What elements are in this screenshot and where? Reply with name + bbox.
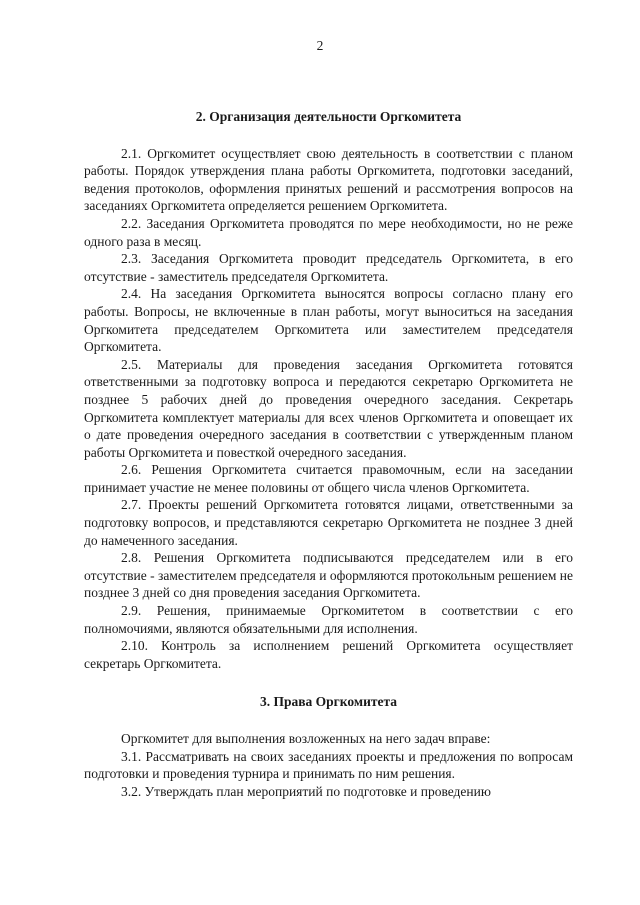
paragraph-3-intro: Оргкомитет для выполнения возложенных на него задач вправе: — [121, 731, 491, 746]
paragraph-2-7: 2.7. Проекты решений Оргкомитета готовятся лицами, ответственными за подготовку вопросов, и представляются секретарю Оргкомитета не позднее 3 дней до намеченного заседания. — [84, 497, 573, 548]
paragraph-3-2: 3.2. Утверждать план мероприятий по подготовке и проведению — [121, 783, 491, 799]
section-2-heading: 2. Организация деятельности Оргкомитета — [195, 109, 462, 124]
paragraph-3-1: 3.1. Рассматривать на своих заседаниях проекты и предложения по вопросам подготовки и проведения турнира и принимать по ним решения. — [84, 748, 573, 782]
paragraph-2-6: 2.6. Решения Оргкомитета считается правомочным, если на заседании принимает участие не менее половины от общего числа членов Оргкомитета. — [84, 462, 573, 495]
page-number: 2 — [316, 38, 324, 53]
paragraph-2-3: 2.3. Заседания Оргкомитета проводит председатель Оргкомитета, в его отсутствие - заместитель председателя Оргкомитета. — [84, 251, 573, 284]
paragraph-2-1: 2.1. Оргкомитет осуществляет свою деятельность в соответствии с планом работы. Порядок утверждения плана работы Оргкомитета, подготовки заседаний, ведения протоколов, оформления принятых решений и рассмотрения вопросов на заседаниях Оргкомитета определяется решением Оргкомитета. — [84, 145, 573, 214]
paragraph-2-4: 2.4. На заседания Оргкомитета выносятся вопросы согласно плану его работы. Вопросы, не включенные в план работы, могут выноситься на заседания Оргкомитета председателем Оргкомитета или заместителем председателя Оргкомитета. — [84, 286, 573, 355]
paragraph-2-9: 2.9. Решения, принимаемые Оргкомитетом в соответствии с его полномочиями, являются обязательными для исполнения. — [84, 603, 573, 636]
paragraph-2-8: 2.8. Решения Оргкомитета подписываются председателем или в его отсутствие - заместителем председателя и оформляются протокольным решением не позднее 3 дней со дня проведения заседания Оргкомитета. — [84, 550, 573, 601]
paragraph-2-10: 2.10. Контроль за исполнением решений Оргкомитета осуществляет секретарь Оргкомитета. — [84, 638, 573, 671]
paragraph-2-5: 2.5. Материалы для проведения заседания Оргкомитета готовятся ответственными за подготовку вопроса и передаются секретарю Оргкомитета не позднее 5 рабочих дней до проведения очередного заседания. Секретарь Оргкомитета комплектует материалы для всех членов Оргкомитета и оповещает их о дате проведения очередного заседания в соответствии с утвержденным планом работы Оргкомитета и повесткой очередного заседания. — [84, 356, 573, 460]
paragraph-2-2: 2.2. Заседания Оргкомитета проводятся по мере необходимости, но не реже одного раза в месяц. — [84, 215, 573, 249]
document-body — [84, 108, 573, 800]
section-3-heading: 3. Права Оргкомитета — [259, 694, 398, 710]
